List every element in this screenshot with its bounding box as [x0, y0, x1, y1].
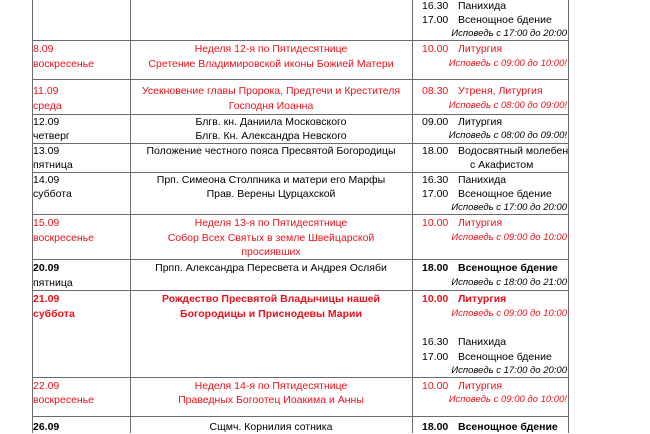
service-time: 17.00	[422, 188, 449, 200]
feast-title: Собор Всех Святых в земле Швейцарской	[167, 232, 375, 244]
service-time: 17.00	[422, 351, 449, 363]
grid-line-feast	[412, 0, 413, 433]
service-time: 17.00	[422, 14, 449, 26]
weekday: воскресенье	[33, 232, 95, 244]
service-name: Литургия	[458, 116, 503, 128]
date: 14.09	[33, 174, 60, 186]
service-time: 10.00	[422, 293, 449, 305]
confession-note: Исповедь с 09:00 до 10:00!	[448, 394, 567, 405]
confession-note: Исповедь с 17:00 до 20:00	[451, 365, 567, 376]
date: 20.09	[33, 262, 60, 274]
service-name: Утреня, Литургия	[458, 85, 543, 97]
service-name: Всенощное бдение	[458, 262, 558, 274]
weekday: среда	[33, 100, 62, 112]
feast-title: Сретение Владимировской иконы Божией Матери	[148, 58, 394, 70]
confession-note: Исповедь с 18:00 до 21:00	[451, 277, 567, 288]
weekday: воскресенье	[33, 58, 95, 70]
service-name: Всенощное бдение	[458, 188, 552, 200]
date: 12.09	[33, 116, 60, 128]
feast-title: Сщмч. Корнилия сотника	[209, 421, 333, 433]
service-name: Водосвятный молебен	[458, 145, 569, 157]
date: 11.09	[33, 85, 59, 97]
confession-note: Исповедь с 17:00 до 20:00	[451, 202, 567, 213]
service-time: 18.00	[422, 421, 449, 433]
feast-title: Прп. Симеона Столпника и матери его Марфы	[156, 174, 386, 186]
date: 21.09	[33, 293, 60, 305]
feast-title: Неделя 14-я по Пятидесятнице	[194, 380, 348, 392]
feast-title: Богородицы и Приснодевы Марии	[180, 308, 362, 320]
service-name: Литургия	[458, 380, 503, 392]
service-name: Всенощное бдение	[458, 421, 558, 433]
feast-title: Усекновение главы Пророка, Предтечи и Крестителя	[141, 85, 401, 97]
feast-title: Прпп. Александра Пересвета и Андрея Осляби	[155, 262, 387, 274]
row-divider	[32, 416, 568, 417]
date: 8.09	[33, 43, 54, 55]
feast-title: Блгв. Кн. Александра Невского	[195, 130, 347, 142]
feast-title: Прав. Верены Цурцахской	[206, 188, 336, 200]
grid-line-right	[568, 0, 569, 433]
service-time: 16.30	[422, 336, 449, 348]
row-divider	[32, 290, 568, 291]
weekday: суббота	[33, 308, 75, 320]
confession-note: Исповедь с 09:00 до 10:00	[451, 308, 567, 319]
weekday: суббота	[33, 188, 72, 200]
service-name: Панихида	[458, 0, 507, 12]
row-divider	[32, 259, 568, 260]
feast-title: Положение честного пояса Пресвятой Богородицы	[146, 145, 396, 157]
service-time: 18.00	[422, 262, 449, 274]
feast-title: просиявших	[241, 246, 301, 258]
feast-title: Господня Иоанна	[228, 100, 314, 112]
confession-note: Исповедь с 08:00 до 09:00!	[448, 130, 567, 141]
service-name: Всенощное бдение	[458, 351, 552, 363]
feast-title: Неделя 12-я по Пятидесятнице	[194, 43, 348, 55]
weekday: пятница	[33, 159, 73, 171]
confession-note: Исповедь с 08:00 до 09:00!	[448, 100, 567, 111]
date: 13.09	[33, 145, 60, 157]
row-divider	[32, 214, 568, 215]
service-detail: с Акафистом	[470, 159, 534, 171]
date: 22.09	[33, 380, 60, 392]
date: 26.09	[33, 421, 60, 433]
service-time: 08.30	[422, 85, 449, 97]
feast-title: Неделя 13-я по Пятидесятнице	[194, 217, 348, 229]
confession-note: Исповедь с 17:00 до 20:00	[451, 28, 567, 39]
service-name: Литургия	[458, 43, 503, 55]
service-name: Литургия	[458, 217, 503, 229]
service-time: 10.00	[422, 43, 449, 55]
feast-title: Рождество Пресвятой Владычицы нашей	[161, 293, 381, 305]
row-divider	[32, 40, 568, 41]
feast-title: Праведных Богоотец Иоакима и Анны	[178, 394, 364, 406]
service-time: 10.00	[422, 380, 449, 392]
service-time: 16.30	[422, 0, 449, 12]
service-time: 18.00	[422, 145, 449, 157]
confession-note: Исповедь с 09:00 до 10:00!	[448, 58, 567, 69]
service-name: Панихида	[458, 174, 507, 186]
service-name: Всенощное бдение	[458, 14, 552, 26]
service-time: 16.30	[422, 174, 449, 186]
service-time: 10.00	[422, 217, 449, 229]
service-name: Панихида	[458, 336, 507, 348]
weekday: пятница	[33, 277, 73, 289]
row-divider	[32, 377, 568, 378]
service-name: Литургия	[458, 293, 507, 305]
date: 15.09	[33, 217, 60, 229]
service-time: 09.00	[422, 116, 449, 128]
row-divider	[32, 79, 568, 80]
feast-title: Блгв. кн. Даниила Московского	[195, 116, 347, 128]
confession-note: Исповедь с 09:00 до 10:00	[451, 232, 567, 243]
weekday: четверг	[33, 130, 70, 142]
weekday: воскресенье	[33, 394, 95, 406]
